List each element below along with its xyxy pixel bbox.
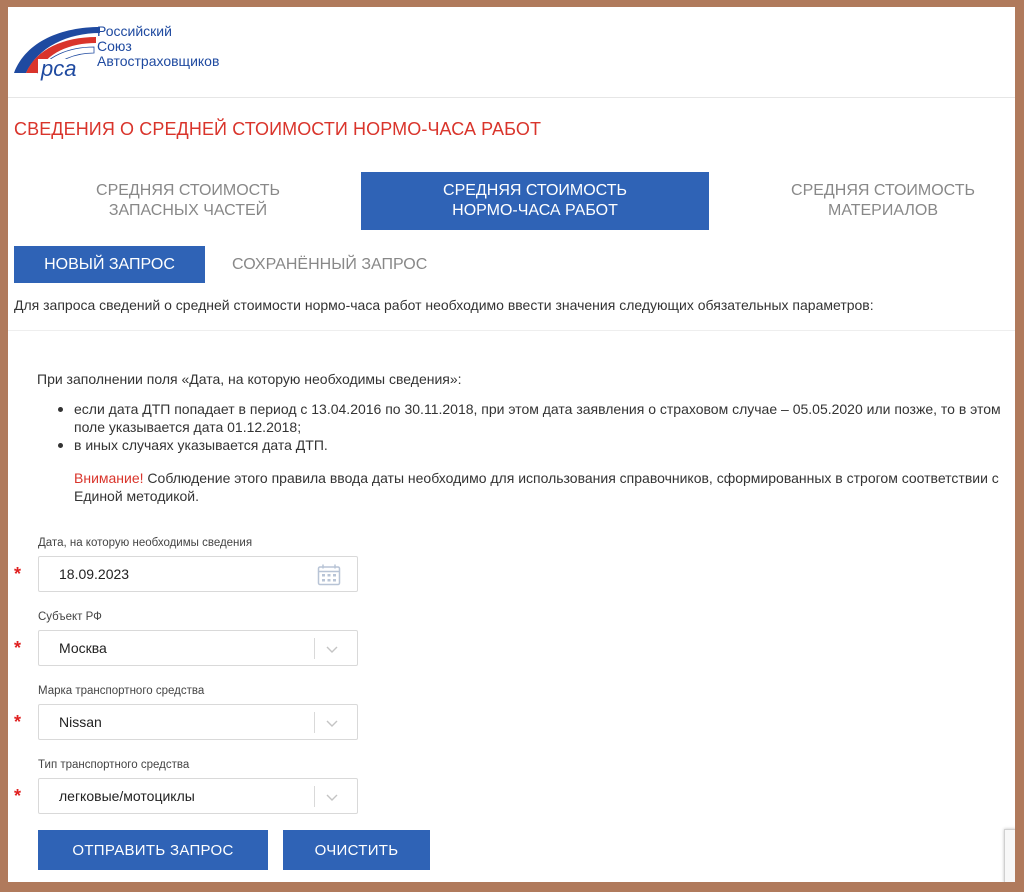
tab-new-request[interactable]: НОВЫЙ ЗАПРОС — [14, 246, 205, 283]
date-input[interactable] — [38, 556, 358, 592]
warning-text — [74, 469, 1004, 505]
chevron-down-icon[interactable] — [325, 642, 339, 656]
note-heading: При заполнении поля «Дата, на которую необходимы сведения»: — [37, 371, 462, 387]
svg-text:рса: рса — [41, 56, 77, 81]
intro-text: Для запроса сведений о средней стоимости нормо-часа работ необходимо ввести значения следующих обязательных параметров: — [14, 297, 874, 313]
brand-select[interactable] — [38, 704, 358, 740]
logo-line-3: Автостраховщиков — [97, 53, 220, 69]
required-asterisk: * — [14, 564, 22, 584]
tab-spare-parts[interactable]: СРЕДНЯЯ СТОИМОСТЬ ЗАПАСНЫХ ЧАСТЕЙ — [96, 182, 280, 219]
logo-line-1: Российский — [97, 23, 172, 39]
warning-label: Внимание! — [74, 470, 144, 486]
logo-text — [97, 24, 219, 69]
warning-body: Соблюдение этого правила ввода даты необходимо для использования справочников, сформированных в строгом соответствии с Единой методикой. — [74, 470, 999, 504]
brand-field-label: Марка транспортного средства — [38, 685, 205, 697]
region-field-label: Субъект РФ — [38, 611, 102, 623]
select-separator — [314, 786, 315, 807]
date-value: 18.09.2023 — [59, 566, 130, 582]
divider — [8, 330, 1015, 331]
screenshot-frame-left — [0, 0, 8, 892]
calendar-icon[interactable] — [317, 564, 341, 586]
note-list — [58, 400, 1018, 454]
required-asterisk: * — [14, 786, 22, 806]
note-item: если дата ДТП попадает в период с 13.04.2016 по 30.11.2018, при этом дата заявления о страховом случае – 05.05.2020 или позже, то в этом поле указывается дата 01.12.2018; — [58, 400, 1018, 436]
required-asterisk: * — [14, 712, 22, 732]
vehicle-type-value: легковые/мотоциклы — [59, 788, 195, 804]
site-header — [8, 7, 1015, 98]
chevron-down-icon[interactable] — [325, 716, 339, 730]
clear-button[interactable]: ОЧИСТИТЬ — [283, 830, 430, 870]
brand-value: Nissan — [59, 714, 102, 730]
select-separator — [314, 712, 315, 733]
vehicle-type-select[interactable] — [38, 778, 358, 814]
page-title: СВЕДЕНИЯ О СРЕДНЕЙ СТОИМОСТИ НОРМО-ЧАСА РАБОТ — [14, 119, 542, 139]
logo-line-2: Союз — [97, 38, 132, 54]
date-field-label: Дата, на которую необходимы сведения — [38, 537, 253, 549]
region-select[interactable] — [38, 630, 358, 666]
note-item: в иных случаях указывается дата ДТП. — [58, 436, 1018, 454]
submit-request-button[interactable]: ОТПРАВИТЬ ЗАПРОС — [38, 830, 268, 870]
category-tabs — [14, 172, 1015, 232]
required-asterisk: * — [14, 638, 22, 658]
vehicle-type-field-label: Тип транспортного средства — [38, 759, 190, 771]
screenshot-frame-top — [0, 0, 1024, 7]
tab-labor-hour[interactable]: СРЕДНЯЯ СТОИМОСТЬ НОРМО-ЧАСА РАБОТ — [361, 172, 709, 230]
screenshot-frame-bottom — [0, 882, 1024, 892]
select-separator — [314, 638, 315, 659]
chevron-down-icon[interactable] — [325, 790, 339, 804]
tab-saved-request[interactable]: СОХРАНЁННЫЙ ЗАПРОС — [232, 255, 428, 273]
region-value: Москва — [59, 640, 107, 656]
screenshot-frame-right — [1015, 0, 1024, 892]
tab-materials[interactable]: СРЕДНЯЯ СТОИМОСТЬ МАТЕРИАЛОВ — [791, 182, 975, 219]
